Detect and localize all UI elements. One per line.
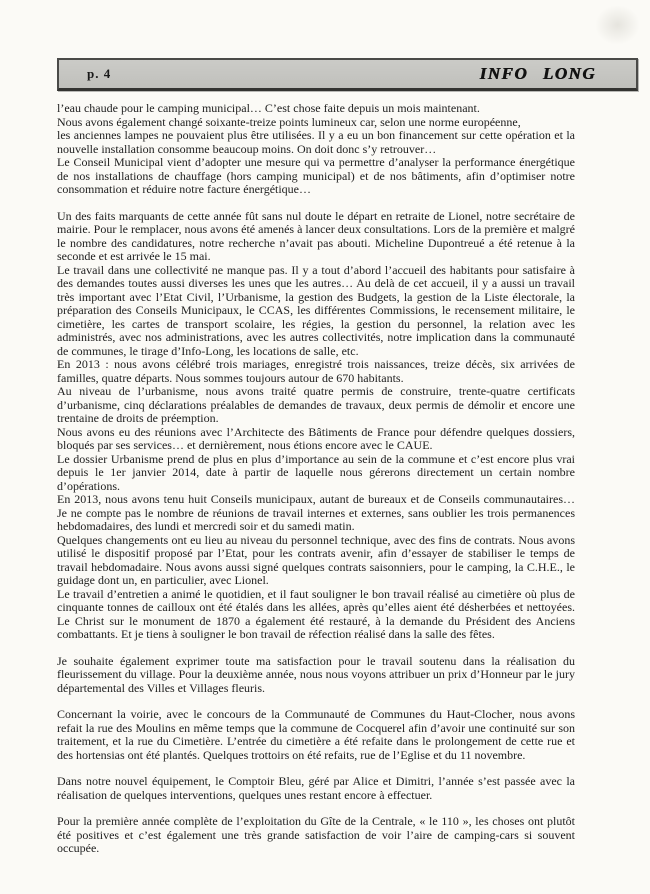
- paragraph: Nous avons également changé soixante-treize points lumineux car, selon une norme européenne,: [57, 114, 521, 129]
- paragraph: Pour la première année complète de l’exploitation du Gîte de la Centrale, « le 110 », les choses ont plutôt été positives et c’est également une très grande satisfaction de voir l’aire de camping-cars si souvent occupée.: [57, 814, 575, 855]
- scan-artifact: [595, 5, 640, 45]
- paragraph: Le Conseil Municipal vient d’adopter une mesure qui va permettre d’analyser la performance énergétique de nos installations de chauffage (hors camping municipal) et de nos bâtiments, afin d’optimiser notre consommation et réduire notre facture énergétique…: [57, 155, 575, 196]
- document-body: [57, 102, 575, 856]
- paragraph: Le travail dans une collectivité ne manque pas. Il y a tout d’abord l’accueil des habitants pour satisfaire à des demandes toutes aussi diverses les unes que les autres… Au delà de cet accueil, il y a aussi un travail très important avec l’Etat Civil, l’Urbanisme, la gestion des Budgets, la gestion de la Liste électorale, la préparation des Conseils Municipaux, le CCAS, les différentes Commissions, le recensement militaire, le cimetière, les cartes de transport scolaire, les régies, la gestion du personnel, la relation avec les administrés, avec nos administrations, avec les autres collectivités, notre implication dans la communauté de communes, le tirage d’Info-Long, les locations de salle, etc.: [57, 262, 575, 358]
- newsletter-title: INFO LONG: [479, 64, 596, 83]
- page-header-bar: [57, 58, 638, 91]
- paragraph: En 2013, nous avons tenu huit Conseils municipaux, autant de bureaux et de Conseils communautaires… Je ne compte pas le nombre de réunions de travail internes et externes, sans oublier les trois permanences hebdomadaires, des lundi et mercredi soir et du samedi matin.: [57, 492, 575, 533]
- paragraph: En 2013 : nous avons célébré trois mariages, enregistré trois naissances, treize décès, six arrivées de familles, quatre départs. Nous sommes toujours autour de 670 habitants.: [57, 357, 575, 385]
- paragraph: Le travail d’entretien a animé le quotidien, et il faut souligner le bon travail réalisé au cimetière où plus de cinquante tonnes de cailloux ont été étalés dans les allées, après qu’elles aient été désherbées et nettoyées. Le Christ sur le monument de 1870 a également été restauré, à la demande du Président des Anciens combattants. Et je tiens à souligner le bon travail de réfection réalisé dans la salle des fêtes.: [57, 586, 575, 641]
- paragraph: Nous avons eu des réunions avec l’Architecte des Bâtiments de France pour défendre quelques dossiers, bloqués par ses services… et dernièrement, nous étions encore avec le CAUE.: [57, 424, 575, 452]
- paragraph: Le dossier Urbanisme prend de plus en plus d’importance au sein de la commune et c’est encore plus vrai depuis le 1er janvier 2014, date à partir de laquelle nous gérerons directement un certain nombre d’opérations.: [57, 451, 575, 493]
- page-number-label: p. 4: [87, 66, 112, 81]
- paragraph: Un des faits marquants de cette année fût sans nul doute le départ en retraite de Lionel, notre secrétaire de mairie. Pour le remplacer, nous avons été amenés à lancer deux consultations. Lors de la première et malgré le nombre des candidatures, notre recherche n’avait pas abouti. Micheline Dupontreué a été retenue à la seconde et est arrivée le 15 mai.: [57, 208, 575, 263]
- paragraph: Quelques changements ont eu lieu au niveau du personnel technique, avec des fins de contrats. Nous avons utilisé le dispositif proposé par l’Etat, pour les contrats avenir, afin d’essayer de stabiliser le temps de travail hebdomadaire. Nous avons aussi signé quelques contrats saisonniers, pour le camping, la C.H.E., le guidage dont un, en particulier, avec Lionel.: [57, 532, 575, 587]
- paragraph: Concernant la voirie, avec le concours de la Communauté de Communes du Haut-Clocher, nous avons refait la rue des Moulins en même temps que la commune de Cocquerel afin d’avoir une continuité sur son traitement, et la rue du Cimetière. L’entrée du cimetière a été refaite dans le prolongement de cette rue et des hortensias ont été plantés. Quelques trottoirs on été refaits, rue de l’Eglise et du 11 novembre.: [57, 707, 575, 762]
- paragraph: les anciennes lampes ne pouvaient plus être utilisées. Il y a eu un bon financement sur cette opération et la nouvelle installation consomme beaucoup moins. On doit donc s’y retrouver…: [57, 128, 575, 156]
- paragraph: Je souhaite également exprimer toute ma satisfaction pour le travail soutenu dans la réalisation du fleurissement du village. Pour la deuxième année, nous nous voyons attribuer un prix d’Honneur par le jury départemental des Villes et Villages fleuris.: [57, 653, 575, 695]
- paragraph: Au niveau de l’urbanisme, nous avons traité quatre permis de construire, trente-quatre certificats d’urbanisme, cinq déclarations préalables de demandes de travaux, deux permis de démolir et encore une trentaine de droits de préemption.: [57, 384, 575, 425]
- paragraph: Dans notre nouvel équipement, le Comptoir Bleu, géré par Alice et Dimitri, l’année s’est passée avec la réalisation de quelques interventions, quelques unes restant encore à effectuer.: [57, 774, 575, 802]
- paragraph: l’eau chaude pour le camping municipal… C’est chose faite depuis un mois maintenant.: [57, 101, 480, 115]
